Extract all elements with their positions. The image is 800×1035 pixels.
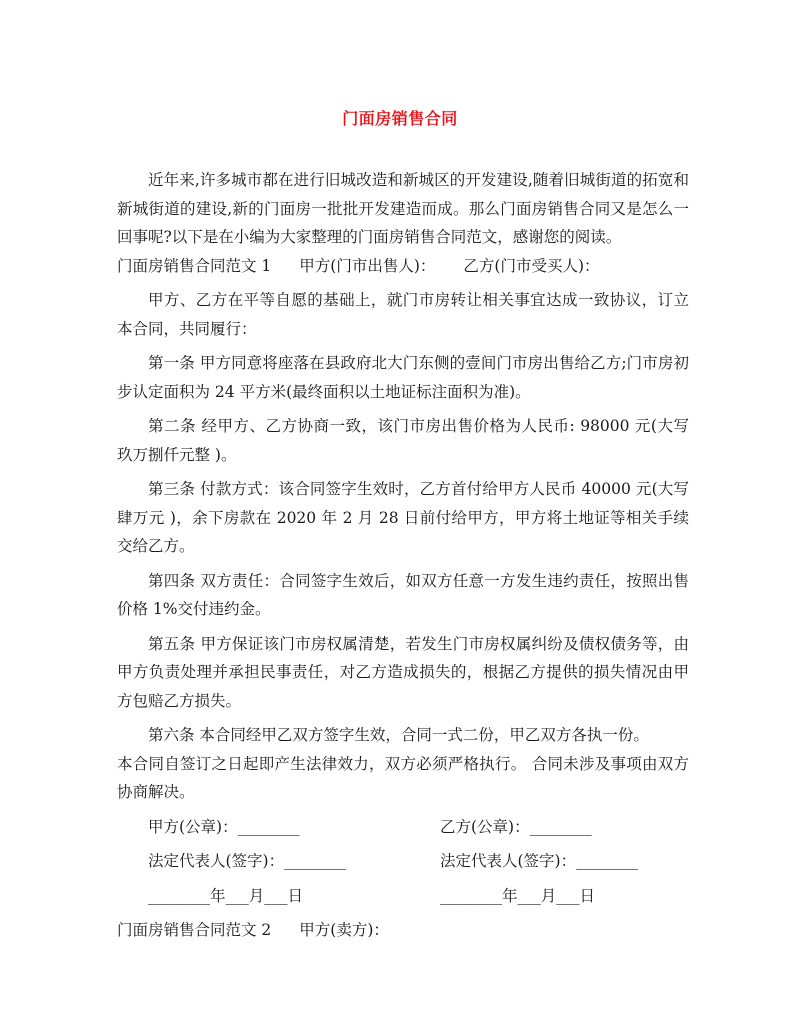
article-2: 第二条 经甲方、乙方协商一致，该门市房出售价格为人民币: 98000 元(大写 玖万捌仟元整 )。 [117,417,689,464]
party-a-date: ________年___月___日 [148,886,304,905]
sample1-party-a: 甲方(门市出售人)： [299,256,436,275]
sample1-party-b: 乙方(门市受买人)： [463,256,600,275]
article-6: 第六条 本合同经甲乙双方签字生效，合同一式二份，甲乙双方各执一份。 [148,726,649,744]
article-4: 第四条 双方责任：合同签字生效后，如双方任意一方发生违约责任，按照出售价格 1%交付违约金。 [117,571,689,618]
party-b-representative: 法定代表人(签字)：________ [440,852,639,870]
sample2-heading: 门面房销售合同范文 2 [117,921,272,939]
party-a-seal: 甲方(公章)：________ [148,817,300,836]
signature-seal-row [117,813,689,842]
article-1: 第一条 甲方同意将座落在县政府北大门东侧的壹间门市房出售给乙方;门市房初步认定面积为 24 平方米(最终面积以土地证标注面积为准)。 [117,354,689,401]
article-5: 第五条 甲方保证该门市房权属清楚，若发生门市房权属纠纷及债权债务等，由甲方负责处理并承担民事责任，对乙方造成损失的，根据乙方提供的损失情况由甲方包赔乙方损失。 [117,634,689,710]
document-title: 门面房销售合同 [342,109,458,128]
article-6-continued: 本合同自签订之日起即产生法律效力，双方必须严格执行。 合同未涉及事项由双方协商解决。 [117,754,689,801]
sample2-party-a: 甲方(卖方)： [299,921,389,939]
party-b-date: ________年___月___日 [440,886,596,905]
party-b-seal: 乙方(公章)：________ [440,817,592,836]
preamble-paragraph: 甲方、乙方在平等自愿的基础上，就门市房转让相关事宜达成一致协议，订立本合同，共同履行： [117,291,689,338]
sample1-heading: 门面房销售合同范文 1 [117,256,272,275]
sample2-heading-line [117,916,689,945]
signature-date-row [117,882,689,911]
sample1-heading-line [117,252,689,281]
party-a-representative: 法定代表人(签字)：________ [148,852,347,870]
article-3: 第三条 付款方式：该合同签字生效时，乙方首付给甲方人民币 40000 元(大写 肆万元 )，余下房款在 2020 年 2 月 28 日前付给甲方，甲方将土地证等相关手续交给乙方。 [117,480,689,555]
document-body [117,166,689,945]
intro-paragraph: 近年来,许多城市都在进行旧城改造和新城区的开发建设,随着旧城街道的拓宽和新城街道的建设,新的门面房一批批开发建造而成。那么门面房销售合同又是怎么一回事呢?以下是在小编为大家整理的门面房销售合同范文，感谢您的阅读。 [117,171,689,246]
signature-rep-row [117,847,689,876]
